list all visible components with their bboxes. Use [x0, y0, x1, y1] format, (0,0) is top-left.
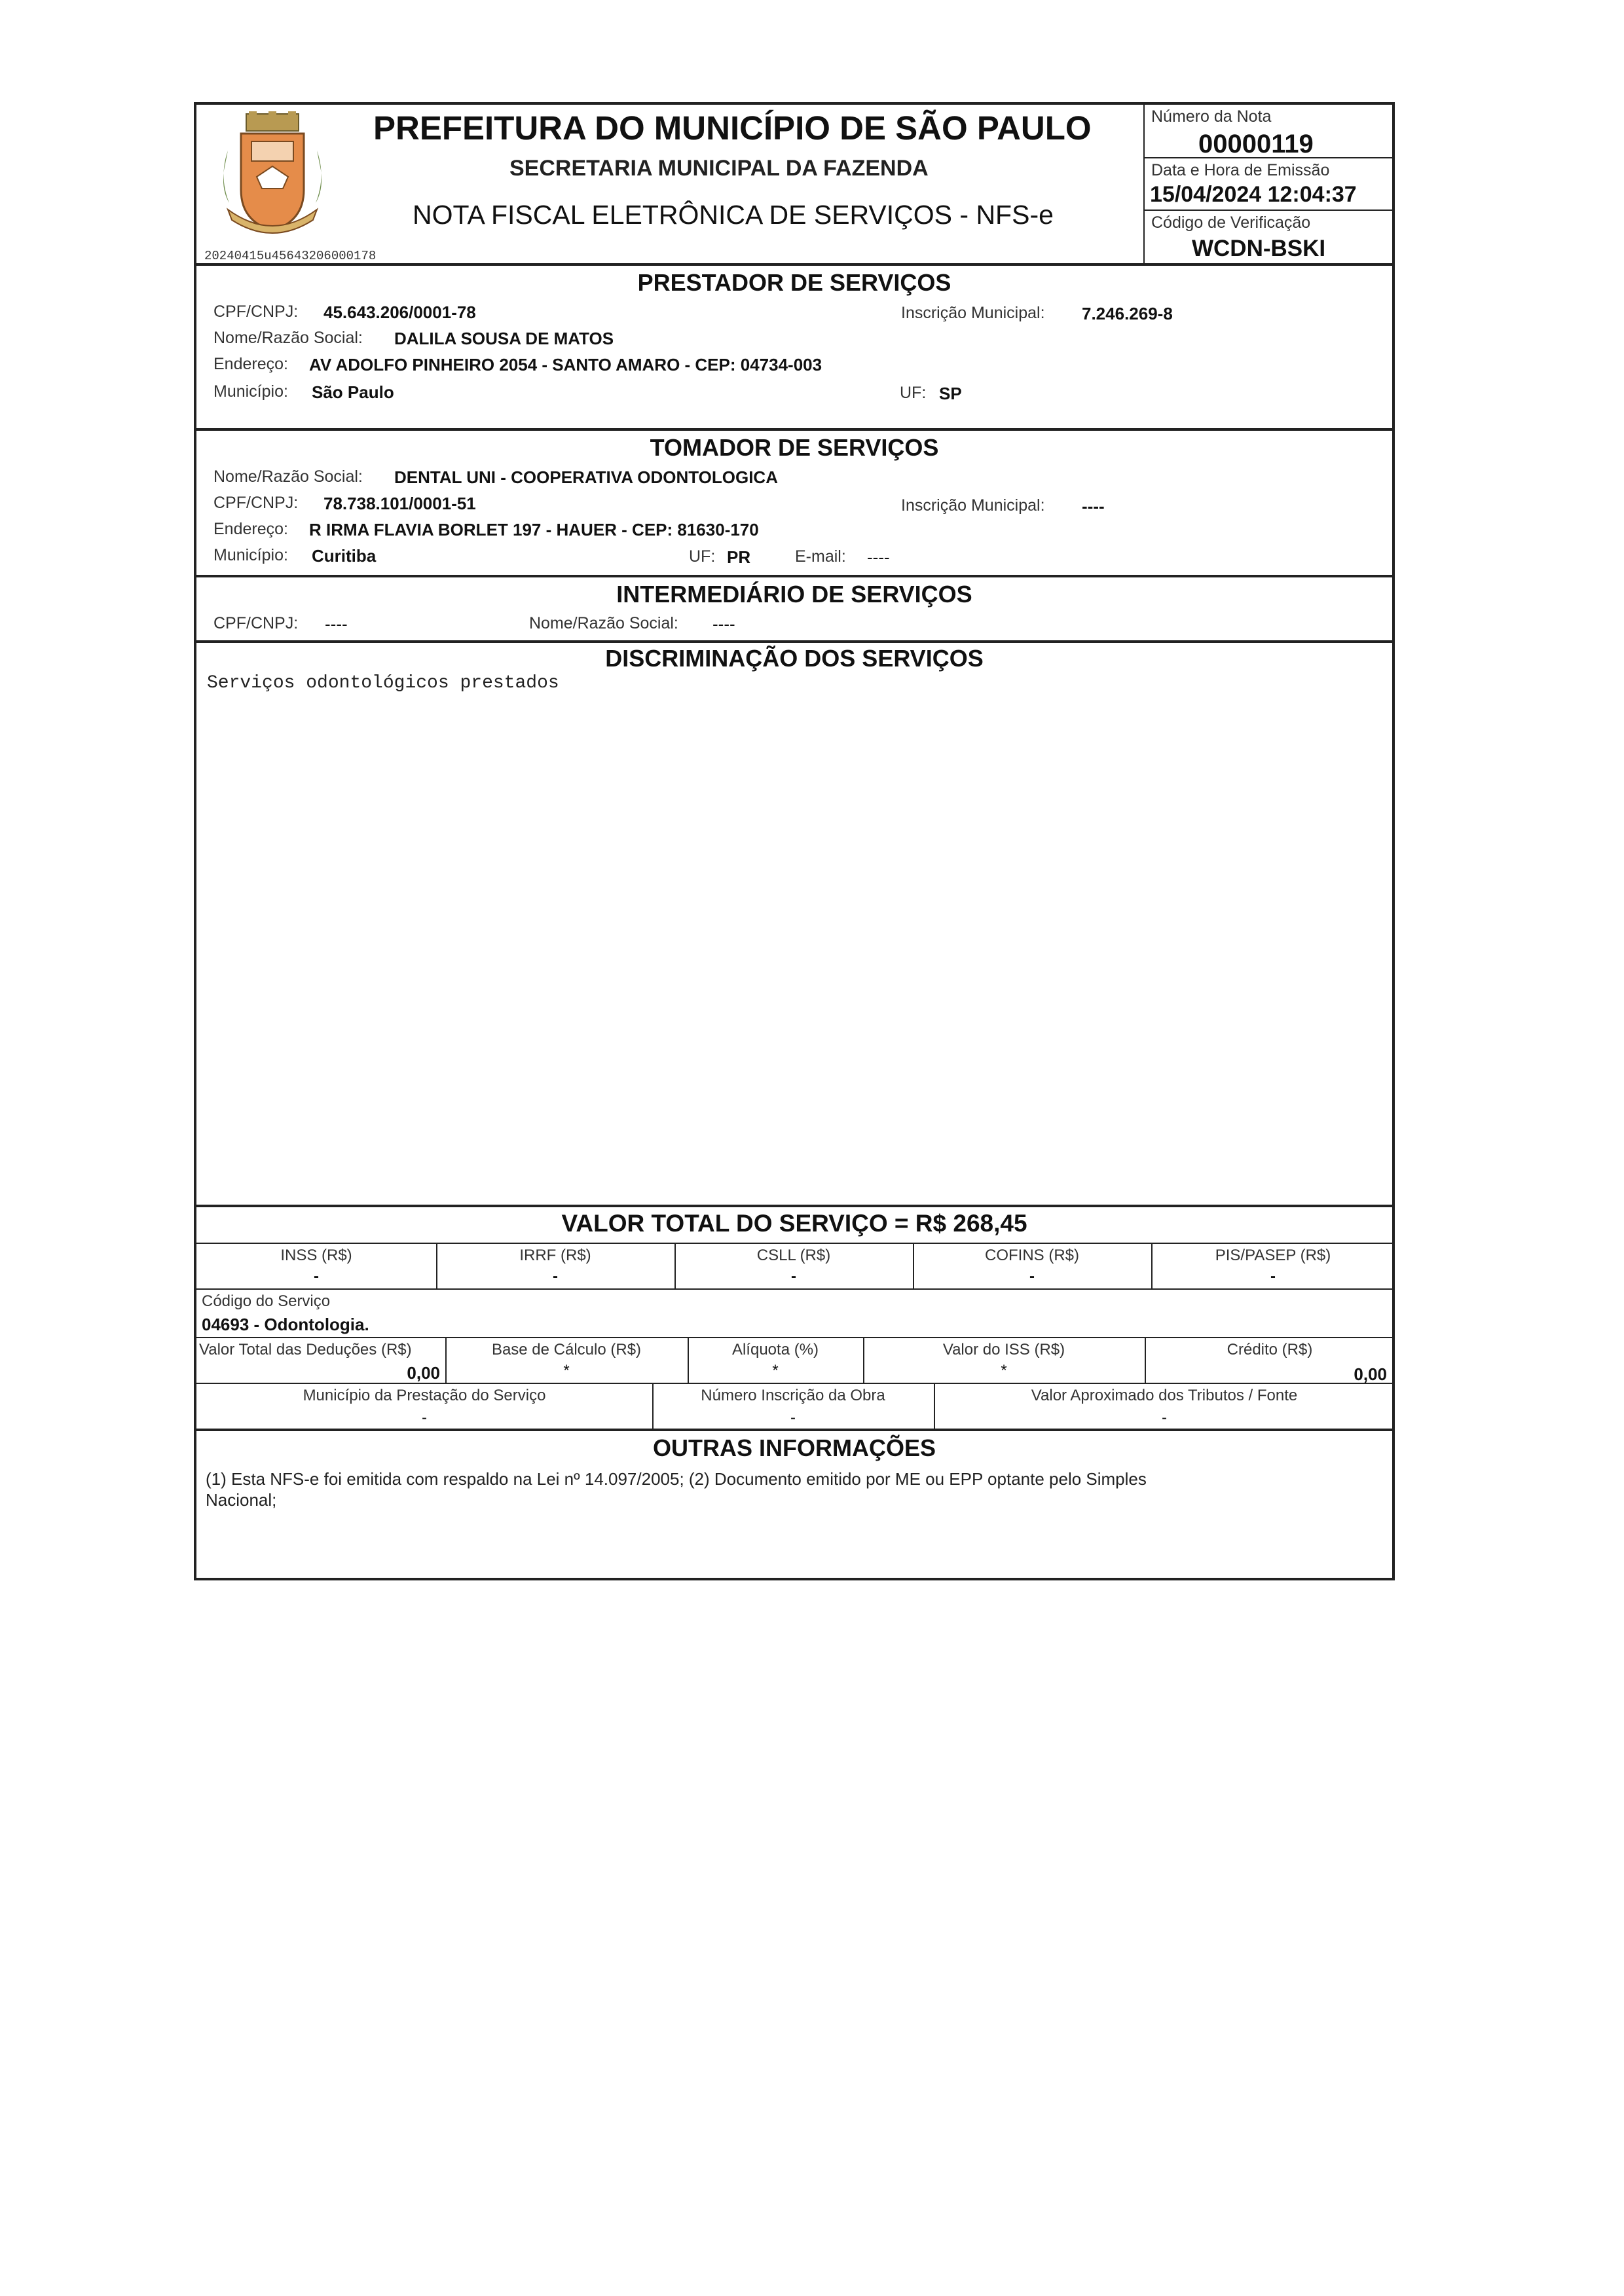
- tomador-inscricao-label: Inscrição Municipal:: [901, 496, 1045, 515]
- tomador-inscricao-value: ----: [1082, 496, 1105, 516]
- csll-label: CSLL (R$): [756, 1247, 831, 1264]
- prestador-inscricao-value: 7.246.269-8: [1082, 304, 1173, 323]
- tomador-cnpj-value: 78.738.101/0001-51: [323, 494, 476, 513]
- prestador-cnpj-value: 45.643.206/0001-78: [323, 302, 476, 322]
- page-subtitle: SECRETARIA MUNICIPAL DA FAZENDA: [509, 156, 929, 181]
- numero-label: Número da Nota: [1151, 107, 1272, 126]
- tomador-cnpj-label: CPF/CNPJ:: [213, 494, 299, 512]
- tributos-value: -: [1162, 1409, 1167, 1427]
- pis-label: PIS/PASEP (R$): [1215, 1247, 1331, 1264]
- codigo-servico-label: Código do Serviço: [202, 1292, 331, 1310]
- prestador-nome-label: Nome/Razão Social:: [213, 329, 363, 347]
- municipio-prestacao-value: -: [422, 1409, 427, 1427]
- base-calculo-label: Base de Cálculo (R$): [491, 1341, 642, 1358]
- tomador-email-value: ----: [867, 547, 890, 567]
- verificacao-value: WCDN-BSKI: [1192, 236, 1326, 261]
- intermediario-cnpj-label: CPF/CNPJ:: [213, 614, 299, 632]
- verificacao-label: Código de Verificação: [1151, 213, 1311, 232]
- valor-total: VALOR TOTAL DO SERVIÇO = R$ 268,45: [561, 1210, 1027, 1237]
- deducoes-value: 0,00: [407, 1363, 440, 1383]
- tomador-uf-value: PR: [727, 547, 751, 567]
- intermediario-nome-value: ----: [712, 614, 735, 634]
- inscricao-obra-value: -: [790, 1409, 796, 1427]
- inss-value: -: [314, 1267, 319, 1285]
- cofins-value: -: [1029, 1267, 1035, 1285]
- emissao-value: 15/04/2024 12:04:37: [1150, 182, 1357, 207]
- prestador-nome-value: DALILA SOUSA DE MATOS: [394, 329, 614, 348]
- inscricao-obra-label: Número Inscrição da Obra: [701, 1387, 885, 1404]
- credito-value: 0,00: [1354, 1364, 1387, 1384]
- barcode-text: 20240415u45643206000178: [204, 249, 377, 263]
- credito-label: Crédito (R$): [1227, 1341, 1313, 1358]
- irrf-value: -: [553, 1267, 558, 1285]
- nfse-document: [194, 102, 1395, 1580]
- outras-informacoes-line2: Nacional;: [206, 1490, 277, 1510]
- outras-informacoes-title: OUTRAS INFORMAÇÕES: [653, 1434, 936, 1461]
- csll-value: -: [791, 1267, 796, 1285]
- outras-informacoes-line1: (1) Esta NFS-e foi emitida com respaldo na Lei nº 14.097/2005; (2) Documento emitido por ME ou EPP optante pelo Simples: [206, 1469, 1147, 1489]
- tomador-endereco-value: R IRMA FLAVIA BORLET 197 - HAUER - CEP: 81630-170: [309, 520, 759, 539]
- page-title: PREFEITURA DO MUNICÍPIO DE SÃO PAULO: [373, 109, 1092, 147]
- irrf-label: IRRF (R$): [519, 1247, 591, 1264]
- discriminacao-text: Serviços odontológicos prestados: [207, 673, 559, 693]
- prestador-uf-label: UF:: [900, 384, 927, 402]
- base-calculo-value: *: [563, 1362, 570, 1379]
- prestador-endereco-value: AV ADOLFO PINHEIRO 2054 - SANTO AMARO - CEP: 04734-003: [309, 355, 822, 374]
- prestador-title: PRESTADOR DE SERVIÇOS: [637, 269, 951, 296]
- aliquota-label: Alíquota (%): [731, 1341, 819, 1358]
- aliquota-value: *: [772, 1362, 779, 1379]
- prestador-inscricao-label: Inscrição Municipal:: [901, 304, 1045, 322]
- intermediario-nome-label: Nome/Razão Social:: [529, 614, 678, 632]
- intermediario-title: INTERMEDIÁRIO DE SERVIÇOS: [616, 581, 972, 608]
- deducoes-label: Valor Total das Deduções (R$): [199, 1341, 412, 1358]
- emissao-label: Data e Hora de Emissão: [1151, 161, 1330, 179]
- tomador-municipio-label: Município:: [213, 546, 288, 564]
- tomador-endereco-label: Endereço:: [213, 520, 288, 538]
- iss-value: *: [1001, 1362, 1007, 1379]
- municipio-prestacao-label: Município da Prestação do Serviço: [303, 1387, 546, 1404]
- document-type: NOTA FISCAL ELETRÔNICA DE SERVIÇOS - NFS-e: [413, 200, 1054, 230]
- tomador-nome-label: Nome/Razão Social:: [213, 467, 363, 486]
- numero-value: 00000119: [1198, 130, 1314, 158]
- intermediario-cnpj-value: ----: [325, 614, 348, 634]
- discriminacao-title: DISCRIMINAÇÃO DOS SERVIÇOS: [605, 645, 984, 672]
- tomador-email-label: E-mail:: [795, 547, 846, 566]
- tomador-municipio-value: Curitiba: [312, 546, 377, 566]
- cofins-label: COFINS (R$): [985, 1247, 1079, 1264]
- prestador-endereco-label: Endereço:: [213, 355, 288, 373]
- pis-value: -: [1270, 1267, 1276, 1285]
- tributos-label: Valor Aproximado dos Tributos / Fonte: [1031, 1387, 1298, 1404]
- prestador-cnpj-label: CPF/CNPJ:: [213, 302, 299, 321]
- tomador-nome-value: DENTAL UNI - COOPERATIVA ODONTOLOGICA: [394, 467, 778, 487]
- prestador-uf-value: SP: [939, 384, 962, 403]
- municipal-coat-of-arms-icon: [215, 111, 330, 242]
- prestador-municipio-label: Município:: [213, 382, 288, 401]
- inss-label: INSS (R$): [280, 1247, 352, 1264]
- codigo-servico-value: 04693 - Odontologia.: [202, 1315, 369, 1334]
- prestador-municipio-value: São Paulo: [312, 382, 394, 402]
- tomador-uf-label: UF:: [689, 547, 716, 566]
- tomador-title: TOMADOR DE SERVIÇOS: [650, 434, 939, 461]
- iss-label: Valor do ISS (R$): [942, 1341, 1065, 1358]
